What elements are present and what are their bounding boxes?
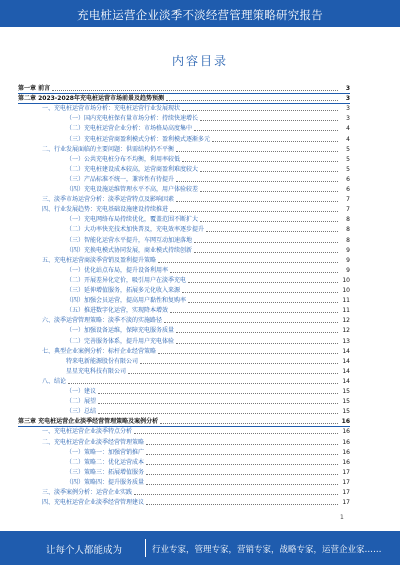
toc-entry[interactable]: [66, 296, 350, 305]
toc-entry-label: （二）充电桩运营企业分析：市场格局高度集中: [66, 125, 193, 133]
toc-entry[interactable]: [66, 165, 350, 174]
toc-entry-label: 八、结论: [42, 377, 67, 385]
toc-entry-page: 10: [342, 287, 350, 294]
toc-entry-page: 12: [342, 317, 350, 325]
toc-entry-label: 六、淡季运营管理策略：淡季不淡的实施路径: [42, 317, 163, 325]
toc-entry-page: 16: [341, 418, 350, 426]
toc-entry[interactable]: [42, 195, 350, 204]
toc-entry-page: 8: [346, 226, 350, 234]
toc-entry-page: 5: [346, 155, 350, 163]
toc-entry-label: （二）策略二：优化运营成本: [66, 458, 145, 466]
toc-entry-label: （四）充换电模式协同发展，商业模式持续创新: [66, 246, 193, 254]
toc-entry-page: 16: [342, 448, 350, 456]
toc-entry[interactable]: [18, 94, 350, 103]
toc-entry-label: （三）智能化运营水平提升，车网互动加速落地: [66, 236, 193, 244]
toc-leader-dots: [146, 503, 338, 505]
toc-entry-label: 四、行业发展趋势：充电基础设施建设持续推进: [42, 206, 169, 214]
toc-entry[interactable]: [42, 256, 350, 265]
toc-entry[interactable]: [66, 266, 350, 275]
footer-bar: [0, 531, 400, 565]
toc-entry-page: 17: [342, 499, 350, 507]
toc-leader-dots: [194, 129, 338, 131]
toc-entry[interactable]: [42, 104, 350, 113]
toc-entry-page: 9: [346, 246, 350, 254]
toc-leader-dots: [200, 190, 338, 192]
toc-leader-dots: [188, 281, 338, 283]
toc-leader-dots: [52, 89, 338, 91]
toc-entry-label: 三、淡季案例分析：运营企业实践: [42, 489, 133, 496]
toc-leader-dots: [134, 432, 338, 434]
toc-entry-page: 16: [342, 458, 350, 466]
toc-entry-label: 第一章 前言: [18, 85, 51, 92]
toc-entry-page: 7: [346, 206, 350, 214]
toc-entry[interactable]: [42, 205, 350, 214]
toc-entry-page: 16: [342, 428, 350, 436]
toc-entry-label: （一）充电网络布局持续优化，覆盖范围不断扩大: [66, 216, 199, 224]
toc-leader-dots: [176, 150, 338, 152]
toc-entry[interactable]: [66, 367, 350, 376]
toc-entry-label: （五）推进数字化运营，实现降本增效: [66, 307, 169, 315]
toc-entry-page: 5: [346, 145, 350, 153]
toc-entry[interactable]: [66, 337, 350, 346]
footer-tags: 行业专家，管理专家，营销专家，战略专家，运营企业家……: [152, 545, 382, 555]
toc-entry-label: （一）策略一：加强营销推广: [66, 448, 145, 456]
toc-leader-dots: [98, 412, 338, 414]
toc-leader-dots: [176, 342, 338, 344]
toc-entry[interactable]: [66, 468, 350, 477]
toc-entry[interactable]: [66, 286, 350, 295]
toc-entry-label: （三）充电桩运营商盈利模式分析：盈利模式逐渐多元: [66, 135, 211, 143]
toc-leader-dots: [188, 301, 338, 303]
toc-entry-label: （四）充电设施运维管理水平不高，用户体验较差: [66, 186, 199, 193]
toc-entry[interactable]: [18, 84, 350, 93]
toc-entry-label: （三）产品标准不统一，兼容性有待提升: [66, 175, 175, 183]
toc-entry[interactable]: [66, 135, 350, 144]
toc-entry[interactable]: [66, 236, 350, 245]
toc-entry-page: 17: [342, 478, 350, 486]
toc-entry-label: 七、典型企业案例分析：标杆企业经营策略: [42, 347, 157, 355]
toc-entry-page: 6: [346, 186, 350, 193]
toc-entry[interactable]: [66, 225, 350, 234]
toc-entry-page: 17: [342, 489, 350, 496]
toc-entry-page: 3: [345, 95, 350, 103]
header-bar: [0, 0, 400, 27]
toc-entry[interactable]: [42, 145, 350, 154]
toc-entry-label: （一）国内充电桩保有量市场分析：持续快速增长: [66, 115, 199, 123]
toc-entry-label: 二、行业发展面临的主要问题：供需结构仍不平衡: [42, 145, 175, 153]
toc-entry[interactable]: [66, 478, 350, 487]
toc-entry-label: （一）加强设备运维，保障充电服务质量: [66, 327, 175, 335]
toc-entry[interactable]: [66, 397, 350, 406]
toc-entry-page: 15: [342, 398, 350, 406]
toc-leader-dots: [146, 443, 338, 445]
toc-entry-label: 星星充电科技有限公司: [66, 367, 127, 375]
toc-entry[interactable]: [66, 458, 350, 467]
toc-entry[interactable]: [42, 427, 350, 436]
toc-entry-page: 6: [346, 175, 350, 183]
toc-leader-dots: [176, 200, 338, 202]
toc-entry[interactable]: [66, 185, 350, 194]
toc-entry-label: （四）策略四：提升服务质量: [66, 478, 145, 486]
toc-entry[interactable]: [42, 316, 350, 325]
toc-entry-label: 四、充电桩运营企业淡季经营管理建议: [42, 499, 145, 507]
toc-entry[interactable]: [66, 155, 350, 164]
toc-leader-dots: [170, 271, 338, 273]
toc-leader-dots: [200, 119, 338, 121]
toc-leader-dots: [176, 180, 338, 182]
toc-entry-page: 7: [346, 196, 350, 204]
toc-leader-dots: [98, 392, 338, 394]
toc-entry-page: 8: [346, 216, 350, 224]
toc-entry-page: 3: [345, 85, 350, 92]
toc-leader-dots: [146, 463, 338, 465]
toc-entry[interactable]: [66, 357, 350, 366]
toc-entry-page: 11: [342, 297, 350, 305]
toc-entry[interactable]: [66, 276, 350, 285]
toc-leader-dots: [182, 291, 338, 293]
toc-leader-dots: [170, 311, 338, 313]
toc-entry-page: 9: [346, 266, 350, 274]
toc-leader-dots: [182, 109, 338, 111]
toc-entry-label: （一）建议: [66, 388, 97, 395]
toc-entry-page: 13: [342, 337, 350, 345]
toc-entry[interactable]: [66, 175, 350, 184]
toc-entry-label: （四）加强会员运营，提高用户黏性和复购率: [66, 297, 187, 305]
toc-entry-label: 第二章 2023-2028年充电桩运营市场前景及趋势预测: [18, 95, 164, 103]
toc-entry-page: 14: [342, 357, 350, 365]
toc-entry-page: 17: [342, 468, 350, 476]
footer-slogan: 让每个人都能成为: [46, 545, 123, 556]
footer-divider: [145, 539, 146, 557]
toc-leader-dots: [164, 321, 338, 323]
toc-entry[interactable]: [66, 387, 350, 396]
toc-entry-label: （三）总结: [66, 408, 97, 416]
toc-entry-page: 16: [342, 438, 350, 446]
toc-entry-label: 第三章 充电桩运营企业淡季经营管理策略及案例分析: [18, 418, 159, 426]
toc-entry[interactable]: [66, 124, 350, 133]
toc-entry-label: 五、充电桩运营商淡季营销及盈利提升策略: [42, 256, 157, 264]
toc-leader-dots: [212, 140, 338, 142]
toc-entry-page: 4: [346, 135, 350, 143]
toc-leader-dots: [206, 230, 338, 232]
toc-leader-dots: [146, 473, 338, 475]
toc-entry-label: （二）开展差异化定价，吸引用户在淡季充电: [66, 276, 187, 284]
report-title: 充电桩运营企业淡季不淡经营管理策略研究报告: [77, 8, 323, 22]
toc-entry[interactable]: [18, 417, 350, 426]
toc-entry-page: 15: [342, 408, 350, 416]
toc-entry-page: 11: [342, 307, 350, 315]
toc-entry-page: 3: [346, 105, 350, 113]
toc-entry-label: （二）完善服务体系，提升用户充电体验: [66, 337, 175, 345]
toc-entry-label: 特来电新能源股份有限公司: [66, 357, 139, 365]
toc-entry[interactable]: [66, 306, 350, 315]
toc-leader-dots: [170, 210, 338, 212]
toc-entry-label: （一）公共充电桩分布不均衡，利用率较低: [66, 155, 181, 163]
toc-entry[interactable]: [42, 347, 350, 356]
toc-entry-label: 二、充电桩运营企业淡季经营管理策略: [42, 438, 145, 446]
toc-leader-dots: [140, 362, 338, 364]
toc-entry-page: 12: [342, 327, 350, 335]
toc-entry[interactable]: [66, 215, 350, 224]
toc-entry[interactable]: [66, 114, 350, 123]
toc-entry-label: （三）策略三：拓展增值服务: [66, 468, 145, 476]
toc-leader-dots: [182, 160, 338, 162]
toc-entry-label: 一、充电桩运营市场分析：充电桩运营行业发展现状: [42, 105, 181, 113]
toc-leader-dots: [146, 483, 338, 485]
toc-leader-dots: [160, 422, 338, 424]
toc-entry-page: 14: [342, 367, 350, 375]
toc-entry[interactable]: [42, 498, 350, 507]
toc-entry-page: 14: [342, 377, 350, 385]
toc-leader-dots: [68, 382, 338, 384]
toc-entry-label: 一、充电桩运营企业淡季特点分析: [42, 428, 133, 436]
toc-entry-label: （二）充电桩建设成本较高，运营商盈利难度较大: [66, 165, 199, 173]
toc-entry-label: （一）优化站点布局，提升设备利用率: [66, 266, 169, 274]
toc-leader-dots: [176, 331, 338, 333]
toc-entry-label: （二）大功率快充技术加快普及，充电效率逐步提升: [66, 226, 205, 234]
toc-entry-page: 3: [346, 115, 350, 123]
toc-title: 内容目录: [171, 54, 228, 68]
toc-leader-dots: [200, 170, 338, 172]
toc-entry[interactable]: [66, 448, 350, 457]
toc-entry-page: 10: [342, 276, 350, 284]
toc-entry[interactable]: [66, 326, 350, 335]
toc-entry-page: 9: [346, 256, 350, 264]
toc-entry[interactable]: [42, 377, 350, 386]
toc-entry[interactable]: [42, 438, 350, 447]
toc-entry[interactable]: [42, 488, 350, 497]
toc-leader-dots: [158, 261, 338, 263]
toc-leader-dots: [98, 402, 338, 404]
toc-leader-dots: [194, 241, 338, 243]
toc-leader-dots: [200, 220, 338, 222]
toc-entry-label: （二）展望: [66, 398, 97, 406]
toc-entry-label: 三、淡季市场运营分析：淡季运营特点及影响因素: [42, 196, 175, 204]
toc-leader-dots: [134, 493, 338, 495]
toc-entry[interactable]: [66, 246, 350, 255]
toc-entry-label: （三）延伸增值服务，拓展多元化收入来源: [66, 287, 181, 294]
toc-leader-dots: [158, 352, 338, 354]
toc-leader-dots: [166, 99, 338, 101]
toc-entry-page: 5: [346, 165, 350, 173]
page-number: 1: [340, 514, 344, 521]
toc-leader-dots: [128, 372, 338, 374]
toc-leader-dots: [146, 453, 338, 455]
toc-entry-page: 8: [346, 236, 350, 244]
toc-entry-page: 14: [342, 347, 350, 355]
toc-entry-page: 15: [342, 388, 350, 395]
toc-entry[interactable]: [66, 407, 350, 416]
toc-leader-dots: [194, 251, 338, 253]
toc-entry-page: 4: [346, 125, 350, 133]
